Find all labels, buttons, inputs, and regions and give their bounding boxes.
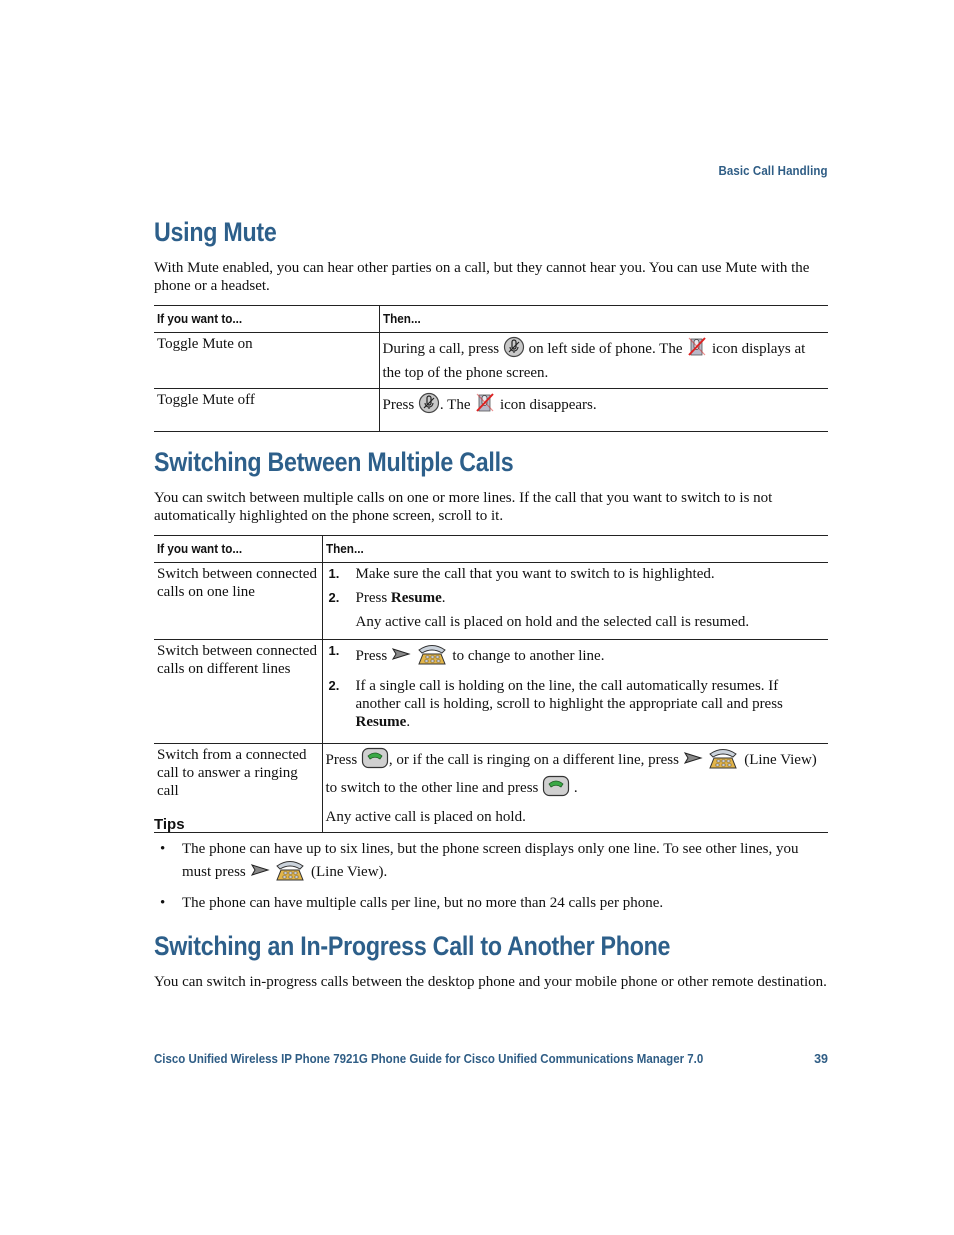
list-item: • The phone can have up to six lines, but the phone screen displays only one line. To see other lines, you must press (Line View). (154, 840, 828, 887)
switching-table (154, 535, 828, 833)
col-header-then: Then... (379, 306, 828, 333)
row-then: Press . The icon disappears. (379, 389, 828, 432)
table-row (154, 744, 828, 833)
page-footer (154, 1052, 828, 1066)
row-then: 1. Make sure the call that you want to switch to is highlighted. 2. Press Resume. Any active call is placed on hold and the selected call is resumed. (322, 563, 828, 640)
list-item: • The phone can have multiple calls per line, but no more than 24 calls per phone. (160, 895, 664, 911)
footer-title: Cisco Unified Wireless IP Phone 7921G Phone Guide for Cisco Unified Communications Manager 7.0 (154, 1052, 704, 1066)
row-want: Toggle Mute on (154, 333, 379, 389)
row-then: Press , or if the call is ringing on a different line, press (Line View) to switch to the other line and press . Any active call is placed on hold. (322, 744, 828, 833)
section-title-switch-in-progress: Switching an In-Progress Call to Another Phone (154, 931, 671, 961)
page-number: 39 (814, 1052, 828, 1066)
mute-table (154, 305, 828, 432)
switching-intro: You can switch between multiple calls on one or more lines. If the call that you want to switch to is not automatically highlighted on the phone screen, scroll to it. (154, 490, 773, 524)
col-header-want: If you want to... (154, 306, 379, 333)
nav-right-arrow-icon (250, 863, 270, 882)
row-want: Switch between connected calls on different lines (154, 640, 322, 744)
running-header: Basic Call Handling (718, 164, 828, 178)
line-view-phone-icon (415, 642, 449, 671)
mute-button-icon (418, 392, 440, 419)
row-want: Switch between connected calls on one line (154, 563, 322, 640)
mute-intro: With Mute enabled, you can hear other parties on a call, but they cannot hear you. You can use Mute with the phone or a headset. (154, 260, 810, 294)
row-then: 1. Press to change to another line. 2. If a single call is holding on the line, the call automatically resumes. If another call is holding, scroll to highlight the appropriate call and press Resume. (322, 640, 828, 744)
table-row (154, 333, 828, 389)
row-want: Switch from a connected call to answer a ringing call (154, 744, 322, 833)
tips-list (154, 840, 828, 919)
mute-status-icon (474, 391, 496, 420)
mute-button-icon (503, 336, 525, 363)
tips-title: Tips (154, 816, 185, 833)
col-header-then: Then... (322, 536, 828, 563)
table-row (154, 563, 828, 640)
section-title-using-mute: Using Mute (154, 217, 277, 247)
nav-right-arrow-icon (391, 647, 411, 666)
answer-green-button-icon (542, 775, 570, 802)
nav-right-arrow-icon (683, 751, 703, 770)
row-then: During a call, press on left side of phone. The icon displays at the top of the phone screen. (379, 333, 828, 389)
line-view-phone-icon (273, 858, 307, 887)
transfer-intro: You can switch in-progress calls between the desktop phone and your mobile phone or other remote destination. (154, 974, 827, 990)
section-title-switching-calls: Switching Between Multiple Calls (154, 447, 514, 477)
row-want: Toggle Mute off (154, 389, 379, 432)
col-header-want: If you want to... (154, 536, 322, 563)
answer-green-button-icon (361, 747, 389, 774)
table-row (154, 389, 828, 432)
mute-status-icon (686, 335, 708, 364)
table-row (154, 640, 828, 744)
line-view-phone-icon (706, 746, 740, 775)
